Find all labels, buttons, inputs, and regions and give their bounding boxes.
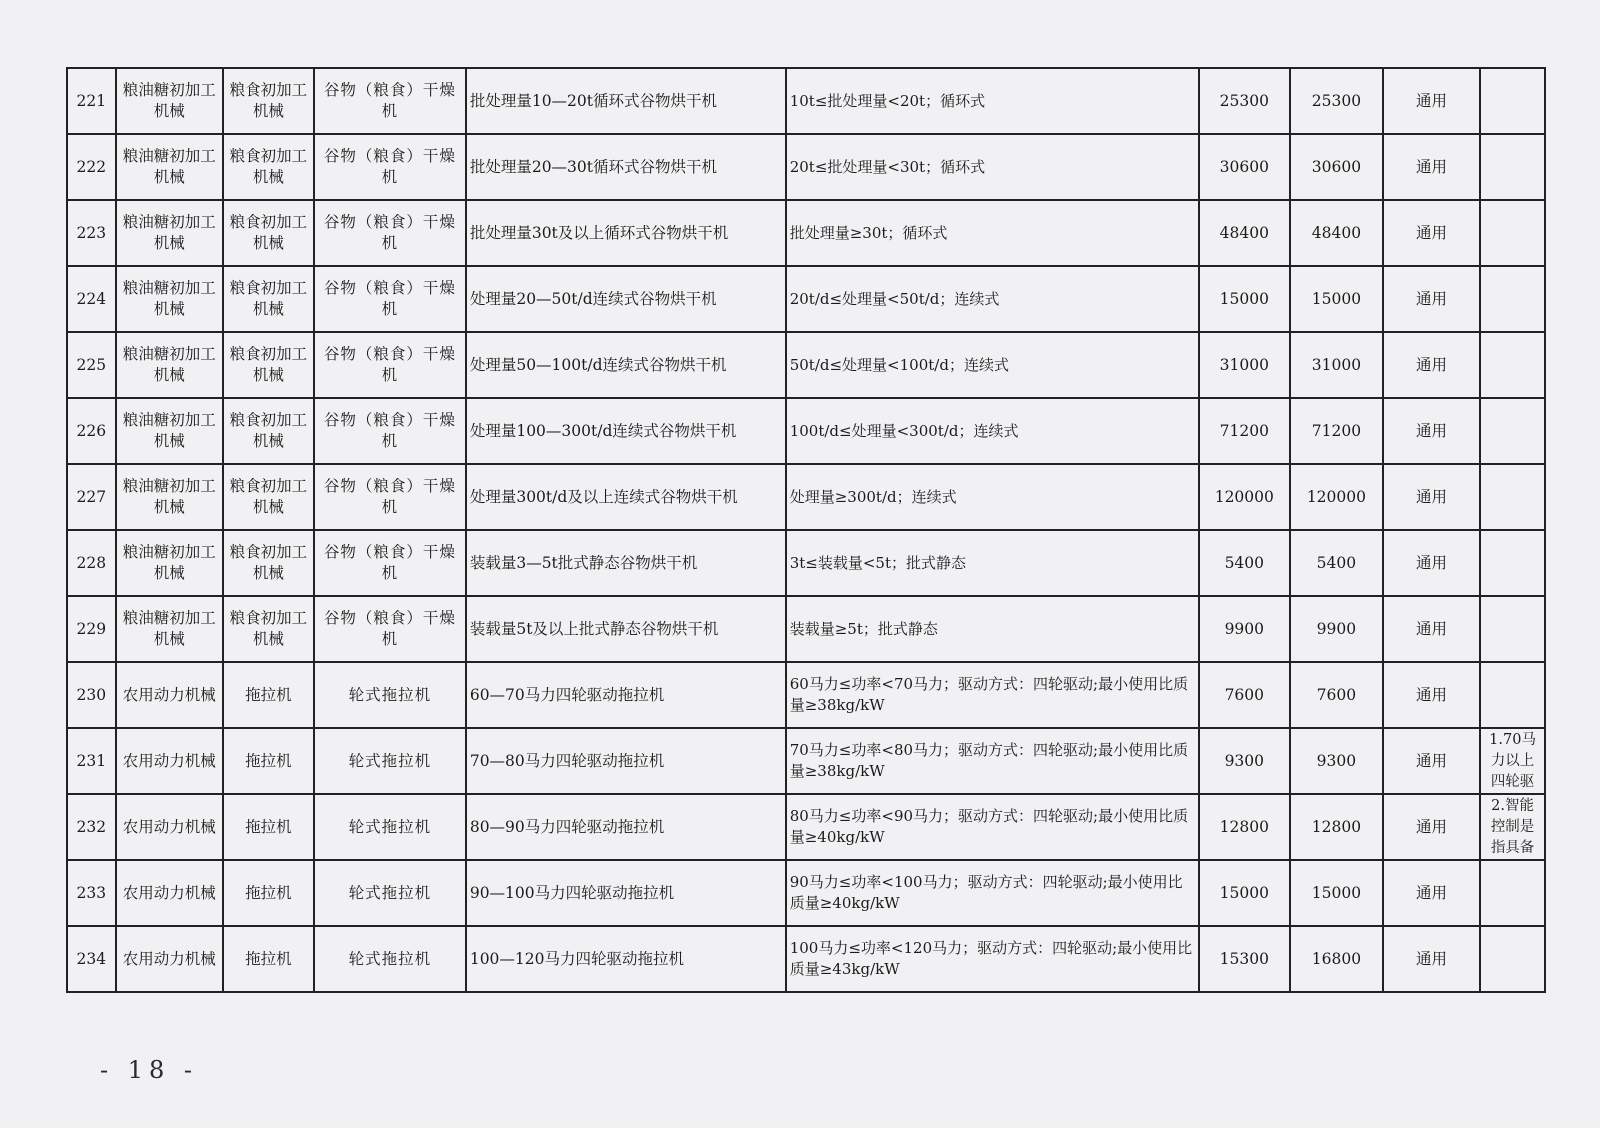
product-grade-name-cell: 处理量100—300t/d连续式谷物烘干机 — [466, 398, 786, 464]
subsidy-amount-max-cell: 31000 — [1290, 332, 1383, 398]
subsidy-amount-central-cell: 48400 — [1199, 200, 1290, 266]
category-minor-cell: 粮食初加工机械 — [223, 68, 314, 134]
subsidy-amount-central-cell: 30600 — [1199, 134, 1290, 200]
category-item-cell: 谷物（粮食）干燥机 — [314, 596, 466, 662]
category-major-cell: 农用动力机械 — [116, 662, 223, 728]
usage-scope-cell: 通用 — [1383, 134, 1480, 200]
category-minor-cell: 拖拉机 — [223, 860, 314, 926]
table-row — [67, 530, 1545, 596]
category-major-cell: 粮油糖初加工机械 — [116, 200, 223, 266]
product-spec-cell: 批处理量≥30t；循环式 — [786, 200, 1199, 266]
subsidy-amount-max-cell: 120000 — [1290, 464, 1383, 530]
subsidy-amount-max-cell: 12800 — [1290, 794, 1383, 860]
remark-cell — [1480, 134, 1545, 200]
table-row — [67, 332, 1545, 398]
category-item-cell: 轮式拖拉机 — [314, 860, 466, 926]
category-major-cell: 粮油糖初加工机械 — [116, 68, 223, 134]
usage-scope-cell: 通用 — [1383, 464, 1480, 530]
product-grade-name-cell: 90—100马力四轮驱动拖拉机 — [466, 860, 786, 926]
remark-cell — [1480, 926, 1545, 992]
category-major-cell: 粮油糖初加工机械 — [116, 134, 223, 200]
usage-scope-cell: 通用 — [1383, 398, 1480, 464]
category-minor-cell: 粮食初加工机械 — [223, 134, 314, 200]
category-minor-cell: 拖拉机 — [223, 728, 314, 794]
subsidy-amount-max-cell: 25300 — [1290, 68, 1383, 134]
subsidy-amount-max-cell: 15000 — [1290, 860, 1383, 926]
remark-cell — [1480, 464, 1545, 530]
category-item-cell: 谷物（粮食）干燥机 — [314, 134, 466, 200]
table-row — [67, 596, 1545, 662]
category-minor-cell: 粮食初加工机械 — [223, 266, 314, 332]
subsidy-amount-central-cell: 15000 — [1199, 860, 1290, 926]
row-number-cell: 233 — [67, 860, 116, 926]
row-number-cell: 231 — [67, 728, 116, 794]
category-major-cell: 粮油糖初加工机械 — [116, 332, 223, 398]
subsidy-amount-central-cell: 5400 — [1199, 530, 1290, 596]
category-item-cell: 轮式拖拉机 — [314, 926, 466, 992]
category-major-cell: 农用动力机械 — [116, 728, 223, 794]
subsidy-amount-max-cell: 15000 — [1290, 266, 1383, 332]
subsidy-amount-central-cell: 25300 — [1199, 68, 1290, 134]
category-major-cell: 粮油糖初加工机械 — [116, 596, 223, 662]
remark-cell — [1480, 662, 1545, 728]
table-body — [67, 68, 1545, 992]
subsidy-amount-central-cell: 71200 — [1199, 398, 1290, 464]
product-spec-cell: 100t/d≤处理量<300t/d；连续式 — [786, 398, 1199, 464]
usage-scope-cell: 通用 — [1383, 728, 1480, 794]
product-spec-cell: 100马力≤功率<120马力；驱动方式：四轮驱动;最小使用比质量≥43kg/kW — [786, 926, 1199, 992]
category-minor-cell: 拖拉机 — [223, 662, 314, 728]
row-number-cell: 232 — [67, 794, 116, 860]
row-number-cell: 230 — [67, 662, 116, 728]
category-item-cell: 轮式拖拉机 — [314, 728, 466, 794]
category-major-cell: 农用动力机械 — [116, 860, 223, 926]
product-grade-name-cell: 批处理量10—20t循环式谷物烘干机 — [466, 68, 786, 134]
category-minor-cell: 拖拉机 — [223, 794, 314, 860]
table-row — [67, 398, 1545, 464]
subsidy-amount-max-cell: 9300 — [1290, 728, 1383, 794]
usage-scope-cell: 通用 — [1383, 332, 1480, 398]
subsidy-amount-max-cell: 48400 — [1290, 200, 1383, 266]
category-major-cell: 农用动力机械 — [116, 794, 223, 860]
category-item-cell: 轮式拖拉机 — [314, 662, 466, 728]
category-minor-cell: 粮食初加工机械 — [223, 596, 314, 662]
usage-scope-cell: 通用 — [1383, 530, 1480, 596]
usage-scope-cell: 通用 — [1383, 860, 1480, 926]
subsidy-amount-max-cell: 71200 — [1290, 398, 1383, 464]
usage-scope-cell: 通用 — [1383, 926, 1480, 992]
table-row — [67, 860, 1545, 926]
usage-scope-cell: 通用 — [1383, 596, 1480, 662]
row-number-cell: 225 — [67, 332, 116, 398]
product-grade-name-cell: 批处理量30t及以上循环式谷物烘干机 — [466, 200, 786, 266]
usage-scope-cell: 通用 — [1383, 794, 1480, 860]
category-major-cell: 粮油糖初加工机械 — [116, 464, 223, 530]
product-grade-name-cell: 装载量3—5t批式静态谷物烘干机 — [466, 530, 786, 596]
product-grade-name-cell: 装载量5t及以上批式静态谷物烘干机 — [466, 596, 786, 662]
remark-cell — [1480, 266, 1545, 332]
category-minor-cell: 粮食初加工机械 — [223, 200, 314, 266]
product-grade-name-cell: 60—70马力四轮驱动拖拉机 — [466, 662, 786, 728]
product-grade-name-cell: 处理量50—100t/d连续式谷物烘干机 — [466, 332, 786, 398]
category-item-cell: 谷物（粮食）干燥机 — [314, 200, 466, 266]
usage-scope-cell: 通用 — [1383, 662, 1480, 728]
product-grade-name-cell: 批处理量20—30t循环式谷物烘干机 — [466, 134, 786, 200]
category-item-cell: 谷物（粮食）干燥机 — [314, 332, 466, 398]
remark-cell — [1480, 398, 1545, 464]
row-number-cell: 227 — [67, 464, 116, 530]
product-spec-cell: 处理量≥300t/d；连续式 — [786, 464, 1199, 530]
table-row — [67, 662, 1545, 728]
remark-cell — [1480, 860, 1545, 926]
product-grade-name-cell: 处理量20—50t/d连续式谷物烘干机 — [466, 266, 786, 332]
category-minor-cell: 粮食初加工机械 — [223, 398, 314, 464]
subsidy-amount-central-cell: 7600 — [1199, 662, 1290, 728]
subsidy-amount-central-cell: 31000 — [1199, 332, 1290, 398]
subsidy-amount-central-cell: 9300 — [1199, 728, 1290, 794]
category-minor-cell: 拖拉机 — [223, 926, 314, 992]
remark-cell — [1480, 596, 1545, 662]
category-item-cell: 谷物（粮食）干燥机 — [314, 398, 466, 464]
row-number-cell: 221 — [67, 68, 116, 134]
product-spec-cell: 70马力≤功率<80马力；驱动方式：四轮驱动;最小使用比质量≥38kg/kW — [786, 728, 1199, 794]
category-major-cell: 粮油糖初加工机械 — [116, 398, 223, 464]
remark-cell — [1480, 332, 1545, 398]
subsidy-amount-max-cell: 9900 — [1290, 596, 1383, 662]
subsidy-amount-max-cell: 5400 — [1290, 530, 1383, 596]
remark-cell: 2.智能控制是指具备 — [1480, 794, 1545, 860]
category-item-cell: 谷物（粮食）干燥机 — [314, 68, 466, 134]
product-spec-cell: 20t/d≤处理量<50t/d；连续式 — [786, 266, 1199, 332]
product-grade-name-cell: 70—80马力四轮驱动拖拉机 — [466, 728, 786, 794]
category-minor-cell: 粮食初加工机械 — [223, 530, 314, 596]
category-item-cell: 谷物（粮食）干燥机 — [314, 464, 466, 530]
product-grade-name-cell: 80—90马力四轮驱动拖拉机 — [466, 794, 786, 860]
subsidy-amount-max-cell: 16800 — [1290, 926, 1383, 992]
subsidy-price-table — [66, 67, 1546, 993]
subsidy-amount-central-cell: 15300 — [1199, 926, 1290, 992]
remark-cell — [1480, 200, 1545, 266]
category-minor-cell: 粮食初加工机械 — [223, 332, 314, 398]
subsidy-amount-central-cell: 9900 — [1199, 596, 1290, 662]
category-item-cell: 谷物（粮食）干燥机 — [314, 266, 466, 332]
row-number-cell: 226 — [67, 398, 116, 464]
product-spec-cell: 90马力≤功率<100马力；驱动方式：四轮驱动;最小使用比质量≥40kg/kW — [786, 860, 1199, 926]
category-minor-cell: 粮食初加工机械 — [223, 464, 314, 530]
product-spec-cell: 80马力≤功率<90马力；驱动方式：四轮驱动;最小使用比质量≥40kg/kW — [786, 794, 1199, 860]
product-grade-name-cell: 100—120马力四轮驱动拖拉机 — [466, 926, 786, 992]
product-spec-cell: 3t≤装载量<5t；批式静态 — [786, 530, 1199, 596]
subsidy-amount-central-cell: 120000 — [1199, 464, 1290, 530]
product-grade-name-cell: 处理量300t/d及以上连续式谷物烘干机 — [466, 464, 786, 530]
remark-cell — [1480, 530, 1545, 596]
category-item-cell: 谷物（粮食）干燥机 — [314, 530, 466, 596]
table-row — [67, 266, 1545, 332]
row-number-cell: 223 — [67, 200, 116, 266]
product-spec-cell: 装载量≥5t；批式静态 — [786, 596, 1199, 662]
row-number-cell: 228 — [67, 530, 116, 596]
subsidy-amount-max-cell: 30600 — [1290, 134, 1383, 200]
usage-scope-cell: 通用 — [1383, 266, 1480, 332]
category-major-cell: 粮油糖初加工机械 — [116, 266, 223, 332]
table-row — [67, 200, 1545, 266]
subsidy-amount-central-cell: 15000 — [1199, 266, 1290, 332]
subsidy-amount-central-cell: 12800 — [1199, 794, 1290, 860]
category-major-cell: 粮油糖初加工机械 — [116, 530, 223, 596]
table-row — [67, 464, 1545, 530]
usage-scope-cell: 通用 — [1383, 68, 1480, 134]
usage-scope-cell: 通用 — [1383, 200, 1480, 266]
product-spec-cell: 20t≤批处理量<30t；循环式 — [786, 134, 1199, 200]
table-row — [67, 68, 1545, 134]
table-row — [67, 134, 1545, 200]
remark-cell — [1480, 68, 1545, 134]
table-row — [67, 926, 1545, 992]
product-spec-cell: 60马力≤功率<70马力；驱动方式：四轮驱动;最小使用比质量≥38kg/kW — [786, 662, 1199, 728]
row-number-cell: 222 — [67, 134, 116, 200]
row-number-cell: 229 — [67, 596, 116, 662]
subsidy-amount-max-cell: 7600 — [1290, 662, 1383, 728]
remark-cell: 1.70马力以上四轮驱 — [1480, 728, 1545, 794]
product-spec-cell: 50t/d≤处理量<100t/d；连续式 — [786, 332, 1199, 398]
page-number: - 18 - — [100, 1056, 199, 1084]
row-number-cell: 224 — [67, 266, 116, 332]
table-row — [67, 794, 1545, 860]
category-major-cell: 农用动力机械 — [116, 926, 223, 992]
row-number-cell: 234 — [67, 926, 116, 992]
table-row — [67, 728, 1545, 794]
category-item-cell: 轮式拖拉机 — [314, 794, 466, 860]
product-spec-cell: 10t≤批处理量<20t；循环式 — [786, 68, 1199, 134]
